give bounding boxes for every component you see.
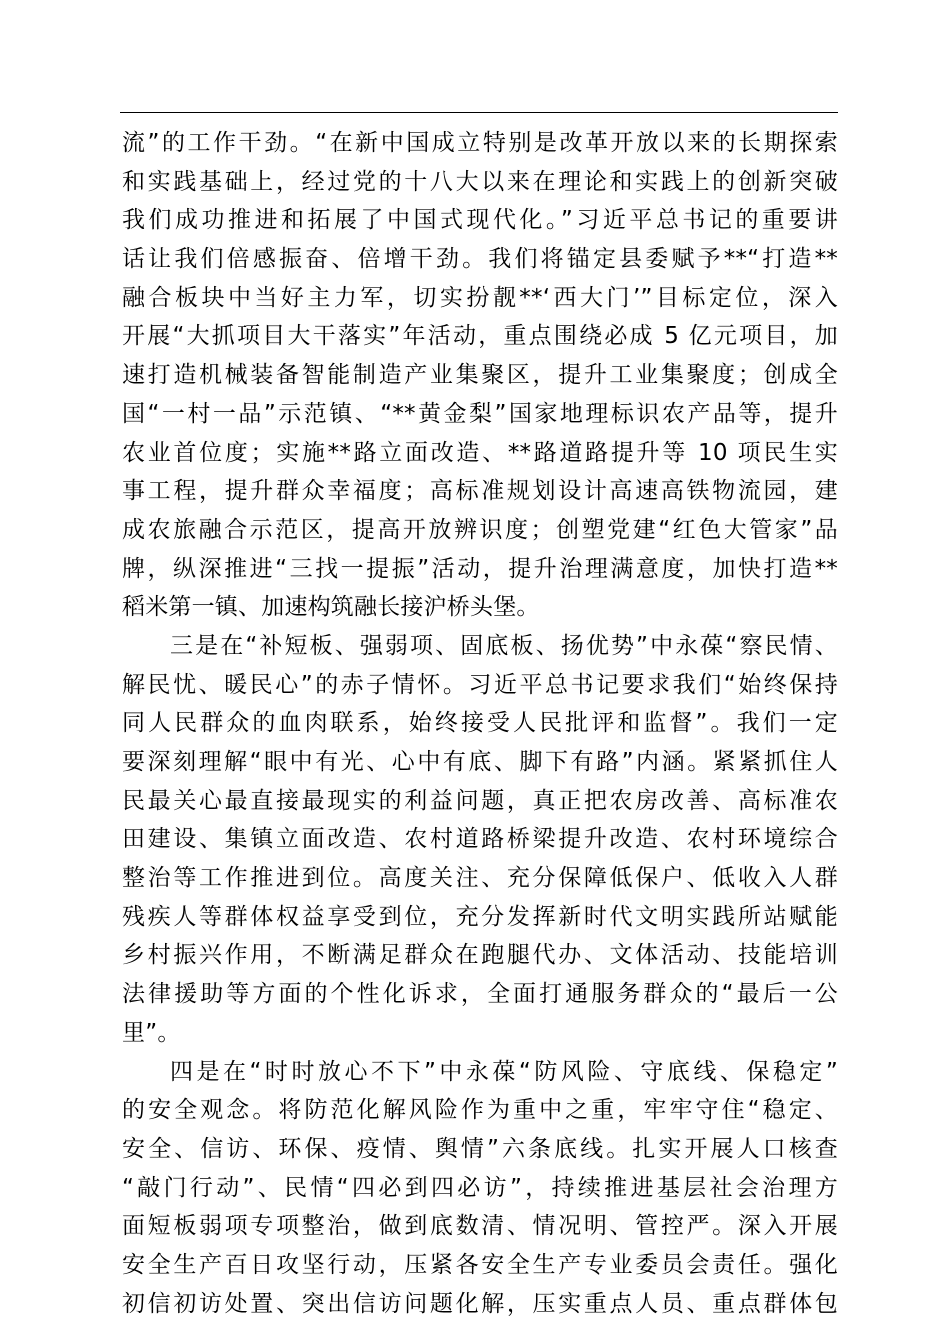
- text-line: 事工程，提升群众幸福度；高标准规划设计高速高铁物流园，建: [122, 478, 838, 505]
- text-line: 残疾人等群体权益享受到位，充分发挥新时代文明实践所站赋能: [122, 903, 838, 930]
- text-line: 开展“大抓项目大干落实”年活动，重点围绕必成 5 亿元项目，加: [122, 323, 838, 350]
- text-line: 成农旅融合示范区，提高开放辨识度；创塑党建“红色大管家”品: [122, 516, 838, 543]
- text-line: 里”。: [122, 1019, 181, 1046]
- text-line: 安全、信访、环保、疫情、舆情”六条底线。扎实开展人口核查: [122, 1135, 838, 1162]
- text-line: 我们成功推进和拓展了中国式现代化。”习近平总书记的重要讲: [122, 207, 838, 234]
- text-line: 和实践基础上，经过党的十八大以来在理论和实践上的创新突破: [122, 168, 838, 195]
- text-line: 国“一村一品”示范镇、“**黄金梨”国家地理标识农产品等，提升: [122, 400, 838, 427]
- text-line: 流”的工作干劲。“在新中国成立特别是改革开放以来的长期探索: [122, 130, 838, 156]
- text-line: 牌，纵深推进“三找一提振”活动，提升治理满意度，加快打造**: [122, 555, 838, 582]
- text-line: 面短板弱项专项整治，做到底数清、情况明、管控严。深入开展: [122, 1213, 838, 1240]
- text-line: 速打造机械装备智能制造产业集聚区，提升工业集聚度；创成全: [122, 362, 838, 389]
- text-line: 安全生产百日攻坚行动，压紧各安全生产专业委员会责任。强化: [122, 1251, 838, 1278]
- text-line: “敲门行动”、民情“四必到四必访”，持续推进基层社会治理方: [122, 1174, 838, 1201]
- text-line: 融合板块中当好主力军，切实扮靓**‘西大门’”目标定位，深入: [122, 284, 838, 311]
- text-line: 民最关心最直接最现实的利益问题，真正把农房改善、高标准农: [122, 787, 838, 814]
- text-line: 农业首位度；实施**路立面改造、**路道路提升等 10 项民生实: [122, 439, 838, 466]
- text-line: 解民忧、暖民心”的赤子情怀。习近平总书记要求我们“始终保持: [122, 671, 838, 698]
- text-line: 法律援助等方面的个性化诉求，全面打通服务群众的“最后一公: [122, 981, 838, 1008]
- text-line: 初信初访处置、突出信访问题化解，压实重点人员、重点群体包: [122, 1290, 838, 1317]
- paragraph-first-line: 四是在“时时放心不下”中永葆“防风险、守底线、保稳定”: [170, 1058, 838, 1085]
- text-line: 的安全观念。将防范化解风险作为重中之重，牢牢守住“稳定、: [122, 1097, 838, 1124]
- text-line: 乡村振兴作用，不断满足群众在跑腿代办、文体活动、技能培训: [122, 942, 838, 969]
- text-line: 田建设、集镇立面改造、农村道路桥梁提升改造、农村环境综合: [122, 826, 838, 853]
- paragraph-first-line: 三是在“补短板、强弱项、固底板、扬优势”中永葆“察民情、: [170, 632, 838, 659]
- text-line: 稻米第一镇、加速构筑融长接沪桥头堡。: [122, 594, 540, 621]
- text-line: 话让我们倍感振奋、倍增干劲。我们将锚定县委赋予**“打造**: [122, 246, 838, 273]
- text-line: 同人民群众的血肉联系，始终接受人民批评和监督”。我们一定: [122, 710, 838, 737]
- header-rule: [120, 112, 838, 113]
- text-line: 整治等工作推进到位。高度关注、充分保障低保户、低收入人群: [122, 865, 838, 892]
- body-text: [122, 124, 838, 1323]
- text-line: 要深刻理解“眼中有光、心中有底、脚下有路”内涵。紧紧抓住人: [122, 749, 838, 775]
